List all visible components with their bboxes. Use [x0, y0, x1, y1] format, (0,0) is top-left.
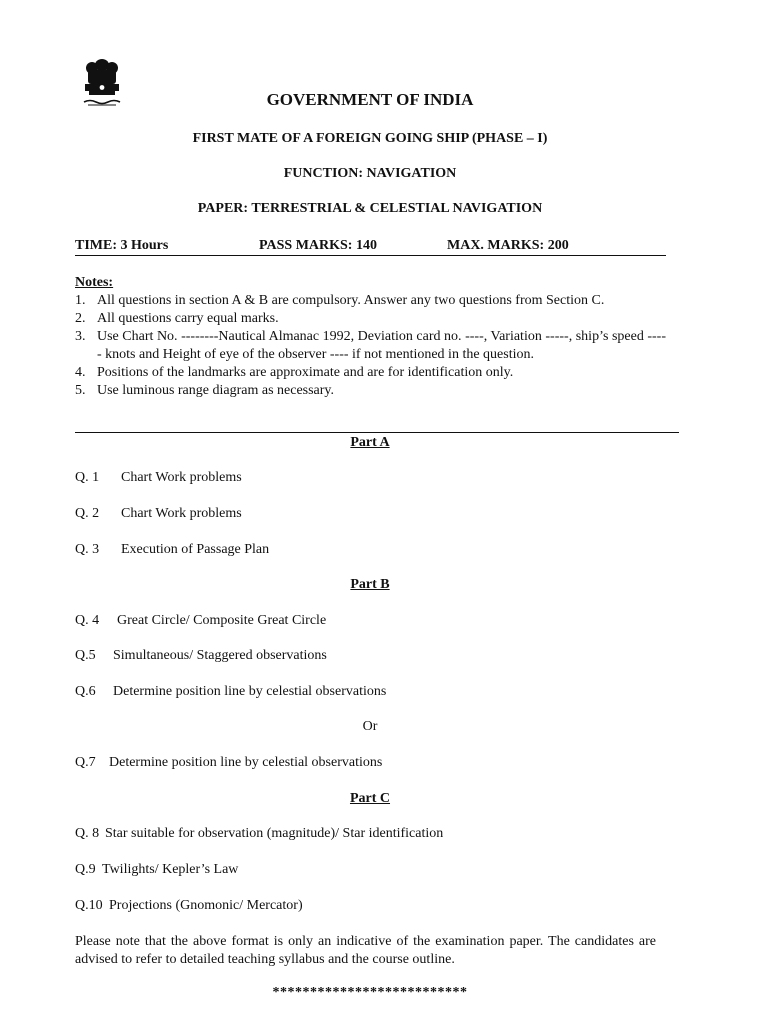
- part-a-heading: Part A: [350, 435, 390, 450]
- question-item: [75, 862, 238, 878]
- question-item: [75, 898, 303, 914]
- question-item: [75, 684, 386, 700]
- time-label: TIME: 3 Hours: [75, 238, 169, 253]
- question-number: Q. 1: [75, 470, 100, 485]
- question-number: Q.6: [75, 684, 96, 699]
- question-text: Execution of Passage Plan: [121, 542, 270, 557]
- document-title: GOVERNMENT OF INDIA: [266, 90, 474, 109]
- note-text: Positions of the landmarks are approximate and are for identification only.: [97, 365, 514, 380]
- note-item: [75, 292, 666, 310]
- note-item: [75, 328, 666, 364]
- question-text: Chart Work problems: [121, 470, 242, 485]
- question-text: Great Circle/ Composite Great Circle: [117, 613, 327, 628]
- question-item: [75, 755, 382, 771]
- question-number: Q.9: [75, 862, 96, 877]
- notes-heading: Notes:: [75, 275, 114, 290]
- question-item: [75, 826, 443, 842]
- note-text: Use luminous range diagram as necessary.: [97, 383, 335, 398]
- note-text: All questions in section A & B are compulsory. Answer any two questions from Section C.: [97, 293, 605, 308]
- exam-title: FIRST MATE OF A FOREIGN GOING SHIP (PHASE – I): [192, 131, 548, 146]
- question-text: Simultaneous/ Staggered observations: [113, 648, 327, 663]
- question-item: [75, 470, 242, 486]
- question-number: Q. 3: [75, 542, 100, 557]
- function-title: FUNCTION: NAVIGATION: [283, 166, 457, 181]
- question-number: Q.7: [75, 755, 96, 770]
- part-c-heading: Part C: [349, 791, 391, 806]
- question-item: [75, 542, 269, 558]
- question-text: Determine position line by celestial observations: [109, 755, 383, 770]
- note-text: All questions carry equal marks.: [97, 311, 279, 326]
- note-number: 3.: [75, 329, 86, 344]
- question-item: [75, 506, 242, 522]
- closing-note: Please note that the above format is only an indicative of the examination paper. The candidates are advised to refer to detailed teaching syllabus and the course outline.: [75, 934, 656, 967]
- question-number: Q. 4: [75, 613, 100, 628]
- part-b-heading: Part B: [350, 577, 390, 592]
- pass-marks-label: PASS MARKS: 140: [259, 238, 377, 253]
- question-text: Projections (Gnomonic/ Mercator): [109, 898, 303, 913]
- note-number: 1.: [75, 293, 86, 308]
- question-number: Q. 8: [75, 826, 100, 841]
- paper-title: PAPER: TERRESTRIAL & CELESTIAL NAVIGATION: [197, 201, 543, 216]
- exam-meta-row: [75, 238, 666, 256]
- section-divider: [75, 432, 679, 433]
- question-number: Q. 2: [75, 506, 100, 521]
- question-item: [75, 613, 326, 629]
- note-number: 4.: [75, 365, 86, 380]
- note-number: 2.: [75, 311, 86, 326]
- note-item: [75, 364, 666, 382]
- question-text: Star suitable for observation (magnitude)/ Star identification: [105, 826, 444, 841]
- question-number: Q.10: [75, 898, 103, 913]
- note-number: 5.: [75, 383, 86, 398]
- note-text: Use Chart No. --------Nautical Almanac 1992, Deviation card no. ----, Variation -----, ship’s speed ----- knots and Height of eye of the observer ---- if not mentioned in the question.: [97, 329, 666, 362]
- question-number: Q.5: [75, 648, 96, 663]
- notes-section: [75, 274, 666, 400]
- end-of-paper-stars: **************************: [272, 985, 468, 1000]
- question-text: Determine position line by celestial observations: [113, 684, 387, 699]
- question-text: Twilights/ Kepler’s Law: [102, 862, 239, 877]
- note-item: [75, 310, 666, 328]
- or-separator: Or: [362, 719, 378, 734]
- question-item: [75, 648, 327, 664]
- max-marks-label: MAX. MARKS: 200: [447, 238, 569, 253]
- question-text: Chart Work problems: [121, 506, 242, 521]
- note-item: [75, 382, 666, 400]
